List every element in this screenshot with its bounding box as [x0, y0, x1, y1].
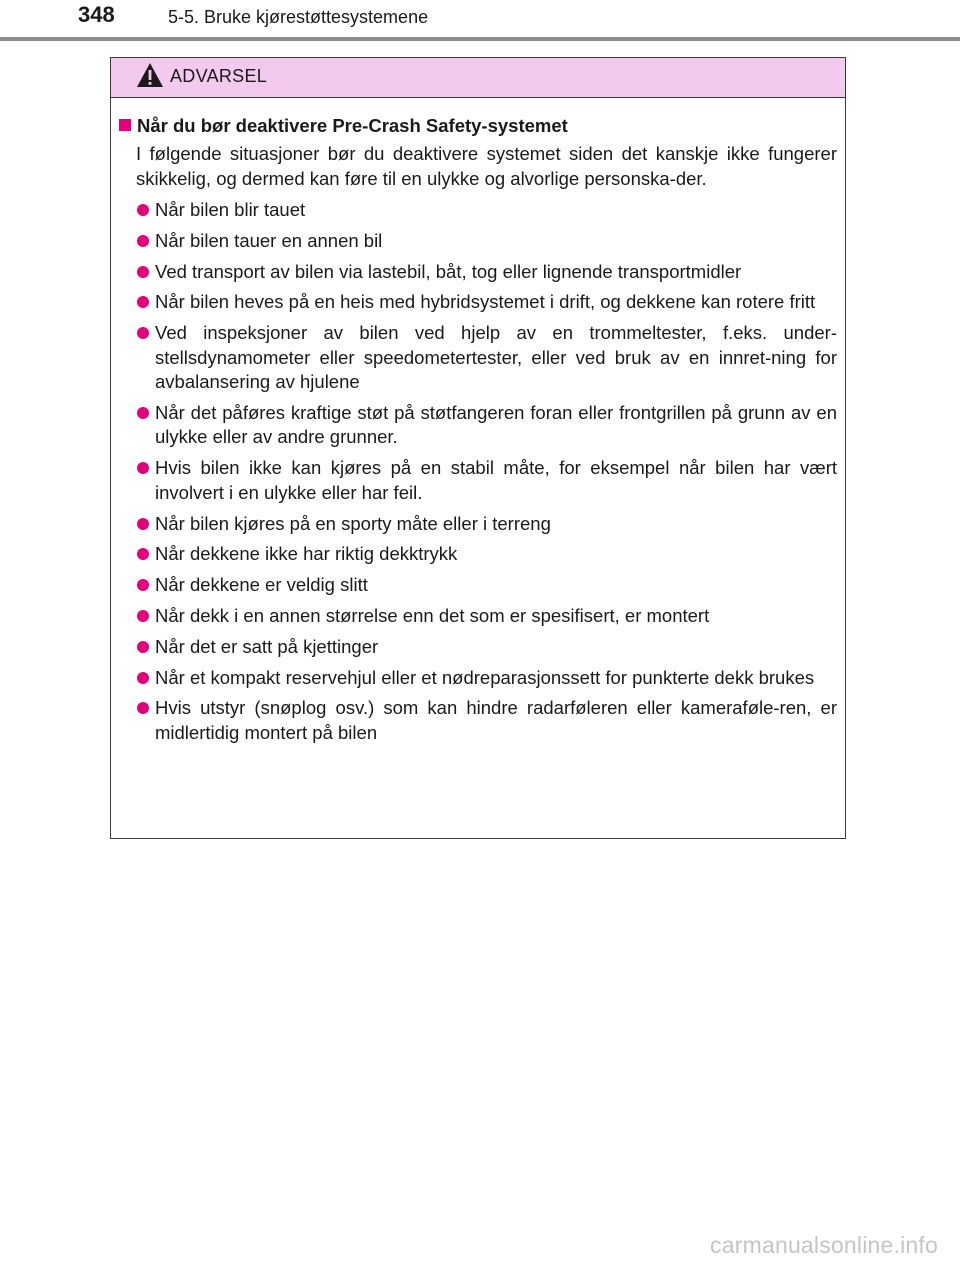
list-item-text: Når dekkene ikke har riktig dekktrykk [155, 543, 458, 565]
list-item [119, 401, 837, 450]
bullet-dot-icon [137, 641, 149, 653]
bullet-dot-icon [137, 407, 149, 419]
bullet-dot-icon [137, 296, 149, 308]
bullet-dot-icon [137, 548, 149, 560]
list-item-text: Når det påføres kraftige støt på støtfangeren foran eller frontgrillen på grunn av en ulykke eller av andre grunner. [155, 401, 837, 448]
bullet-dot-icon [137, 702, 149, 714]
list-item-text: Når bilen heves på en heis med hybridsystemet i drift, og dekkene kan rotere fritt [155, 291, 816, 313]
list-item [119, 198, 837, 223]
warning-header [111, 58, 845, 98]
warning-subheading [119, 114, 837, 138]
warning-body [111, 98, 845, 745]
list-item [119, 696, 837, 745]
list-item [119, 604, 837, 629]
list-item [119, 666, 837, 691]
warning-box [110, 57, 846, 839]
list-item [119, 321, 837, 395]
bullet-dot-icon [137, 327, 149, 339]
list-item-text: Når bilen kjøres på en sporty måte eller i terreng [155, 512, 551, 534]
list-item [119, 456, 837, 505]
bullet-dot-icon [137, 204, 149, 216]
list-item-text: Når dekkene er veldig slitt [155, 574, 368, 596]
bullet-dot-icon [137, 518, 149, 530]
list-item [119, 635, 837, 660]
list-item-text: Hvis utstyr (snøplog osv.) som kan hindre radarføleren eller kameraføle-ren, er midlertidig montert på bilen [155, 697, 837, 743]
list-item-text: Når dekk i en annen størrelse enn det som er spesifisert, er montert [155, 604, 710, 626]
list-item [119, 260, 837, 285]
warning-heading-text: Når du bør deaktivere Pre-Crash Safety-systemet [137, 115, 568, 136]
list-item [119, 512, 837, 537]
warning-label: ADVARSEL [170, 66, 268, 86]
warning-intro: I følgende situasjoner bør du deaktivere systemet siden det kanskje ikke fungerer skikkelig, og dermed kan føre til en ulykke og alvorlige personska-der. [136, 143, 837, 189]
bullet-dot-icon [137, 579, 149, 591]
bullet-dot-icon [137, 610, 149, 622]
square-bullet-icon [119, 119, 131, 131]
list-item [119, 229, 837, 254]
section-title: 5-5. Bruke kjørestøttesystemene [168, 7, 429, 27]
list-item-text: Når bilen blir tauet [155, 199, 306, 220]
bullet-dot-icon [137, 266, 149, 278]
warning-list [119, 198, 837, 745]
watermark: carmanualsonline.info [710, 1232, 938, 1258]
list-item-text: Når et kompakt reservehjul eller et nødreparasjonssett for punkterte dekk brukes [155, 666, 815, 688]
page-header [0, 0, 960, 44]
page-number: 348 [78, 2, 115, 27]
warning-triangle-icon [136, 62, 164, 88]
list-item-text: Når det er satt på kjettinger [155, 635, 379, 657]
bullet-dot-icon [137, 672, 149, 684]
list-item-text: Hvis bilen ikke kan kjøres på en stabil måte, for eksempel når bilen har vært involvert i en ulykke eller har feil. [155, 457, 837, 503]
list-item-text: Ved transport av bilen via lastebil, båt, tog eller lignende transportmidler [155, 260, 742, 282]
list-item [119, 573, 837, 598]
list-item [119, 290, 837, 315]
bullet-dot-icon [137, 235, 149, 247]
bullet-dot-icon [137, 462, 149, 474]
list-item-text: Ved inspeksjoner av bilen ved hjelp av en trommeltester, f.eks. under-stellsdynamometer eller speedometertester, eller ved bruk av en innret-ning for avbalansering av hjulene [155, 322, 837, 393]
list-item [119, 542, 837, 567]
list-item-text: Når bilen tauer en annen bil [155, 229, 383, 251]
header-rule [0, 37, 960, 41]
